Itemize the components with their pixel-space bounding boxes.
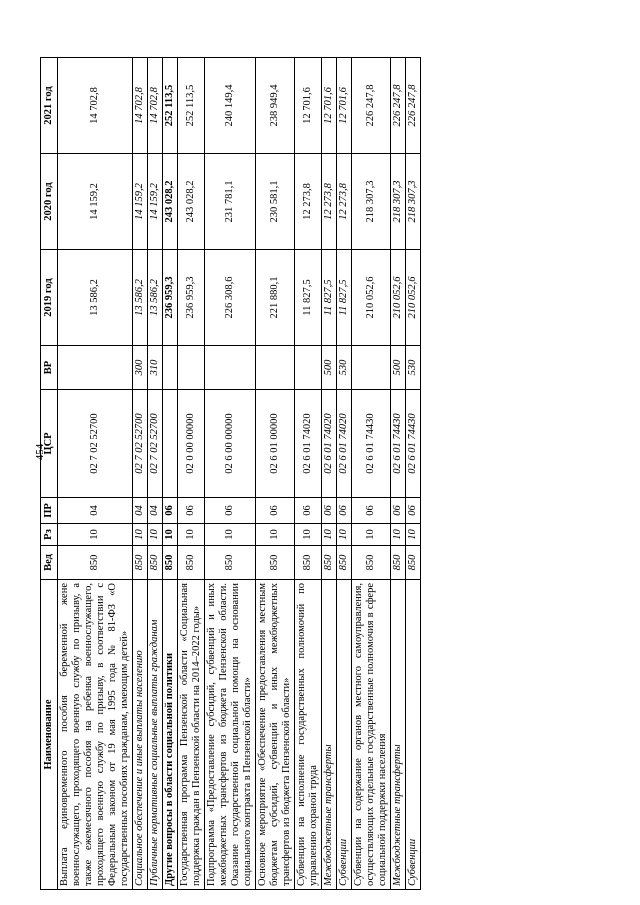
rotated-content — [40, 58, 560, 890]
cell-rz: 10 — [133, 524, 148, 546]
cell-2021: 14 702,8 — [148, 58, 163, 154]
cell-2021: 14 702,8 — [133, 58, 148, 154]
cell-ved: 850 — [148, 546, 163, 580]
cell-vr — [205, 346, 256, 390]
header-ved: Вед — [41, 546, 58, 580]
cell-csr: 02 6 01 74020 — [337, 390, 352, 498]
cell-ved: 850 — [58, 546, 133, 580]
cell-csr: 02 7 02 52700 — [148, 390, 163, 498]
cell-csr: 02 6 01 74430 — [391, 390, 406, 498]
cell-rz: 10 — [406, 524, 421, 546]
cell-2021: 226 247,8 — [391, 58, 406, 154]
cell-csr: 02 7 02 52700 — [58, 390, 133, 498]
cell-2021: 226 247,8 — [352, 58, 391, 154]
table-row — [58, 58, 133, 890]
cell-ved: 850 — [133, 546, 148, 580]
cell-vr — [178, 346, 205, 390]
cell-pr: 06 — [337, 498, 352, 524]
cell-2020: 14 159,2 — [133, 154, 148, 250]
cell-name: Государственная программа Пензенской области «Социальная поддержка граждан в Пензенской области на 2014–2022 годы» — [178, 580, 205, 890]
cell-rz: 10 — [295, 524, 322, 546]
header-pr: ПР — [41, 498, 58, 524]
cell-2019: 13 586,2 — [148, 250, 163, 346]
cell-csr: 02 6 01 74430 — [406, 390, 421, 498]
table-row — [337, 58, 352, 890]
cell-2021: 12 701,6 — [322, 58, 337, 154]
table-header-row — [41, 58, 58, 890]
cell-vr — [58, 346, 133, 390]
cell-2019: 226 308,6 — [205, 250, 256, 346]
cell-ved: 850 — [406, 546, 421, 580]
cell-2021: 238 949,4 — [256, 58, 295, 154]
cell-2021: 226 247,8 — [406, 58, 421, 154]
cell-name: Публичные нормативные социальные выплаты гражданам — [148, 580, 163, 890]
cell-pr: 06 — [391, 498, 406, 524]
cell-2019: 13 586,2 — [133, 250, 148, 346]
cell-csr: 02 6 01 00000 — [256, 390, 295, 498]
cell-pr: 06 — [406, 498, 421, 524]
cell-pr: 06 — [178, 498, 205, 524]
cell-vr — [352, 346, 391, 390]
cell-csr: 02 6 01 74020 — [295, 390, 322, 498]
table-row — [322, 58, 337, 890]
table-row — [205, 58, 256, 890]
table-row — [406, 58, 421, 890]
page-number: 454 — [34, 443, 46, 461]
cell-name: Межбюджетные трансферты — [322, 580, 337, 890]
cell-name: Субвенции на исполнение государственных полномочий по управлению охраной труда — [295, 580, 322, 890]
cell-ved: 850 — [256, 546, 295, 580]
cell-2021: 12 701,6 — [337, 58, 352, 154]
cell-name: Межбюджетные трансферты — [391, 580, 406, 890]
cell-vr: 500 — [391, 346, 406, 390]
cell-2020: 12 273,8 — [295, 154, 322, 250]
cell-csr: 02 0 00 00000 — [178, 390, 205, 498]
cell-2019: 210 052,6 — [406, 250, 421, 346]
header-csr: ЦСР — [41, 390, 58, 498]
cell-pr: 04 — [133, 498, 148, 524]
cell-rz: 10 — [178, 524, 205, 546]
cell-csr: 02 7 02 52700 — [133, 390, 148, 498]
cell-2020: 243 028,2 — [178, 154, 205, 250]
cell-name: Субвенции — [406, 580, 421, 890]
budget-table — [40, 57, 421, 890]
cell-2019: 210 052,6 — [352, 250, 391, 346]
table-row — [295, 58, 322, 890]
header-2020: 2020 год — [41, 154, 58, 250]
cell-csr: 02 6 01 74430 — [352, 390, 391, 498]
cell-ved: 850 — [205, 546, 256, 580]
cell-ved: 850 — [295, 546, 322, 580]
header-name: Наименование — [41, 580, 58, 890]
cell-2019: 11 827,5 — [322, 250, 337, 346]
cell-2019: 11 827,5 — [337, 250, 352, 346]
header-2019: 2019 год — [41, 250, 58, 346]
table-row — [163, 58, 178, 890]
cell-ved: 850 — [391, 546, 406, 580]
cell-rz: 10 — [256, 524, 295, 546]
cell-name: Подпрограмма «Предоставление субсидий, субвенций и иных межбюджетных трансфертов из бюджета Пензенской области. Оказание государственной социальной помощи на основании социального контракта в Пензенской области» — [205, 580, 256, 890]
header-2021: 2021 год — [41, 58, 58, 154]
cell-2019: 13 586,2 — [58, 250, 133, 346]
cell-rz: 10 — [163, 524, 178, 546]
cell-pr: 06 — [256, 498, 295, 524]
cell-vr: 300 — [133, 346, 148, 390]
table-row — [256, 58, 295, 890]
cell-vr: 530 — [337, 346, 352, 390]
cell-2020: 218 307,3 — [391, 154, 406, 250]
cell-pr: 04 — [58, 498, 133, 524]
cell-2019: 221 880,1 — [256, 250, 295, 346]
cell-pr: 06 — [205, 498, 256, 524]
cell-2021: 240 149,4 — [205, 58, 256, 154]
cell-2020: 243 028,2 — [163, 154, 178, 250]
cell-2019: 210 052,6 — [391, 250, 406, 346]
cell-name: Субвенции на содержание органов местного самоуправления, осуществляющих отдельные государственные полномочия в сфере социальной поддержки населения — [352, 580, 391, 890]
header-vr: ВР — [41, 346, 58, 390]
cell-ved: 850 — [337, 546, 352, 580]
cell-2019: 236 959,3 — [178, 250, 205, 346]
table-row — [148, 58, 163, 890]
cell-2021: 14 702,8 — [58, 58, 133, 154]
cell-rz: 10 — [58, 524, 133, 546]
table-row — [133, 58, 148, 890]
cell-rz: 10 — [322, 524, 337, 546]
cell-rz: 10 — [337, 524, 352, 546]
cell-pr: 06 — [295, 498, 322, 524]
cell-csr — [163, 390, 178, 498]
cell-name: Другие вопросы в области социальной политики — [163, 580, 178, 890]
cell-2021: 252 113,5 — [163, 58, 178, 154]
cell-2020: 12 273,8 — [322, 154, 337, 250]
cell-rz: 10 — [352, 524, 391, 546]
table-row — [391, 58, 406, 890]
cell-vr: 500 — [322, 346, 337, 390]
cell-vr: 310 — [148, 346, 163, 390]
cell-2019: 11 827,5 — [295, 250, 322, 346]
cell-ved: 850 — [352, 546, 391, 580]
cell-ved: 850 — [163, 546, 178, 580]
cell-2021: 12 701,6 — [295, 58, 322, 154]
cell-2020: 14 159,2 — [148, 154, 163, 250]
cell-rz: 10 — [205, 524, 256, 546]
cell-pr: 04 — [148, 498, 163, 524]
cell-ved: 850 — [322, 546, 337, 580]
table-body — [58, 58, 421, 890]
cell-vr: 530 — [406, 346, 421, 390]
cell-pr: 06 — [322, 498, 337, 524]
cell-2019: 236 959,3 — [163, 250, 178, 346]
cell-2020: 230 581,1 — [256, 154, 295, 250]
cell-2020: 218 307,3 — [352, 154, 391, 250]
cell-csr: 02 6 01 74020 — [322, 390, 337, 498]
cell-vr — [295, 346, 322, 390]
cell-ved: 850 — [178, 546, 205, 580]
cell-pr: 06 — [163, 498, 178, 524]
cell-rz: 10 — [391, 524, 406, 546]
cell-name: Основное мероприятие «Обеспечение предоставления местным бюджетам субсидий, субвенций и иных межбюджетных трансфертов из бюджета Пензенской области» — [256, 580, 295, 890]
cell-2021: 252 113,5 — [178, 58, 205, 154]
table-row — [178, 58, 205, 890]
cell-vr — [256, 346, 295, 390]
cell-2020: 12 273,8 — [337, 154, 352, 250]
cell-2020: 218 307,3 — [406, 154, 421, 250]
cell-name: Субвенции — [337, 580, 352, 890]
cell-rz: 10 — [148, 524, 163, 546]
cell-name: Социальное обеспечение и иные выплаты населению — [133, 580, 148, 890]
cell-name: Выплата единовременного пособия беременной жене военнослужащего, проходящего военную службу по призыву, а также ежемесячного пособия на ребенка военнослужащего, проходящего военную службу по призыву, в соответствии с Федеральным законом от 19 мая 1995 года № 81-ФЗ «О государственных пособиях гражданам, имеющим детей» — [58, 580, 133, 890]
cell-csr: 02 6 00 00000 — [205, 390, 256, 498]
table-row — [352, 58, 391, 890]
cell-2020: 231 781,1 — [205, 154, 256, 250]
cell-vr — [163, 346, 178, 390]
header-rz: Рз — [41, 524, 58, 546]
cell-2020: 14 159,2 — [58, 154, 133, 250]
cell-pr: 06 — [352, 498, 391, 524]
